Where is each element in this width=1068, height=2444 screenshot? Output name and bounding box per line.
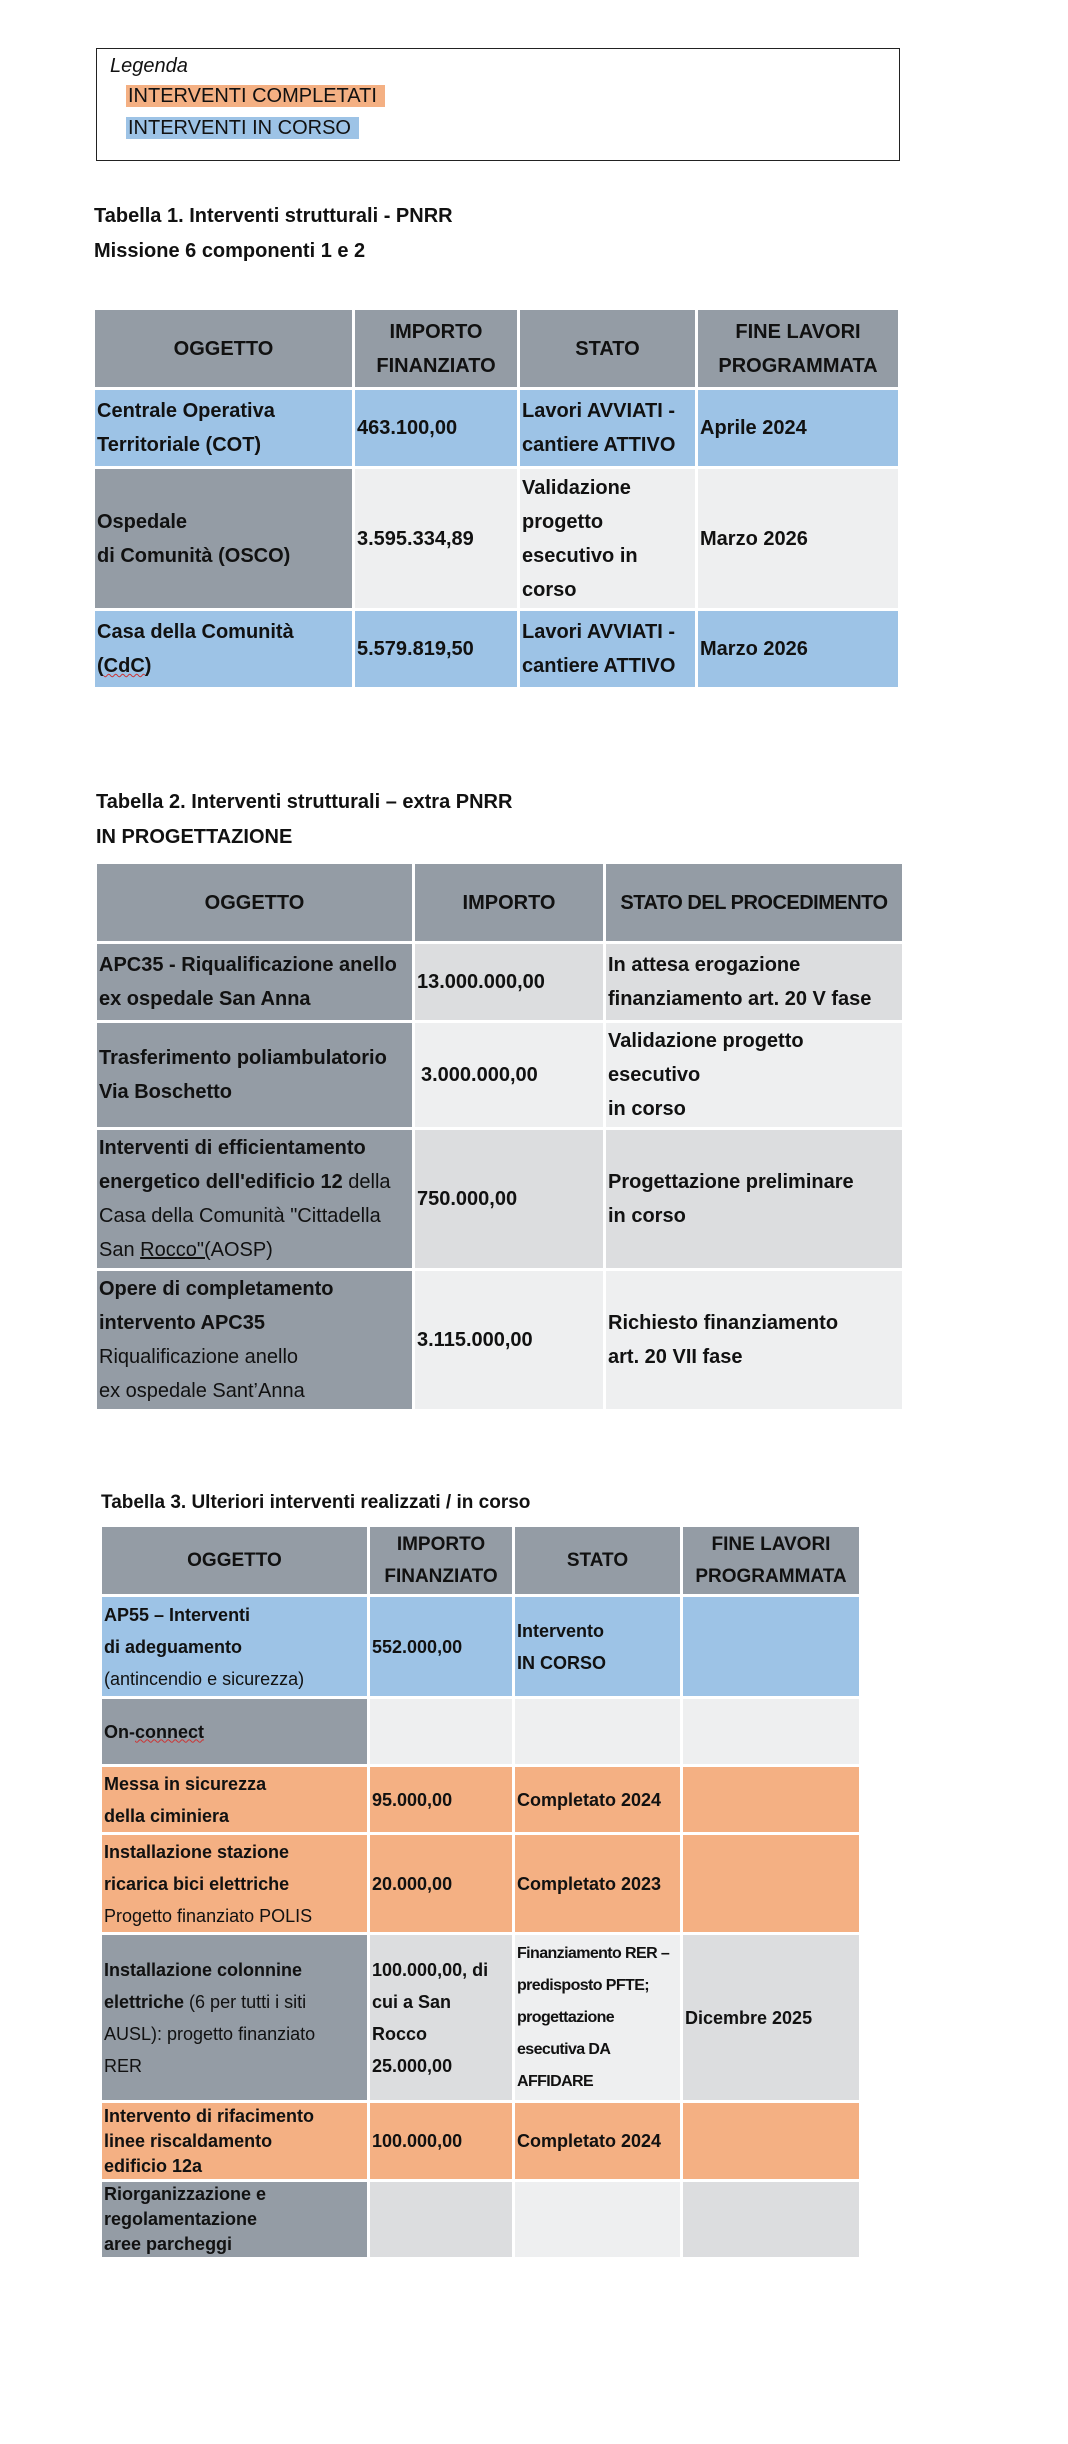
table2-header-row [96, 863, 904, 943]
cell-oggetto: Centrale Operativa Territoriale (COT) [94, 389, 354, 468]
cell-importo: 3.115.000,00 [414, 1270, 605, 1411]
table-row [96, 943, 904, 1022]
header-oggetto: OGGETTO [96, 863, 414, 943]
cell-fine: Aprile 2024 [697, 389, 900, 468]
table-row [101, 1596, 861, 1698]
cell-fine [682, 2102, 861, 2181]
table-row [96, 1129, 904, 1270]
cell-stato: Completato 2024 [514, 2102, 682, 2181]
legend-completed: INTERVENTI COMPLETATI [126, 85, 385, 107]
cell-oggetto: Intervento di rifacimento linee riscaldamento edificio 12a [101, 2102, 369, 2181]
header-importo: IMPORTO FINANZIATO [369, 1526, 514, 1596]
cell-stato: Validazione progetto esecutivo in corso [519, 468, 697, 610]
cell-stato: Completato 2024 [514, 1766, 682, 1834]
header-oggetto: OGGETTO [101, 1526, 369, 1596]
cell-stato: In attesa erogazione finanziamento art. 20 V fase [605, 943, 904, 1022]
cell-oggetto: Riorganizzazione e regolamentazione aree parcheggi [101, 2181, 369, 2259]
cell-importo [369, 2181, 514, 2259]
header-importo: IMPORTO FINANZIATO [354, 309, 519, 389]
table1-subtitle: Missione 6 componenti 1 e 2 [94, 240, 366, 262]
header-oggetto: OGGETTO [94, 309, 354, 389]
cell-fine: Marzo 2026 [697, 610, 900, 689]
cell-importo: 3.595.334,89 [354, 468, 519, 610]
cell-oggetto: AP55 – Interventi di adeguamento (antincendio e sicurezza) [101, 1596, 369, 1698]
cell-importo: 463.100,00 [354, 389, 519, 468]
cell-importo: 750.000,00 [414, 1129, 605, 1270]
cell-stato: Validazione progetto esecutivo in corso [605, 1022, 904, 1129]
cell-oggetto: Interventi di efficientamento energetico dell'edificio 12 della Casa della Comunità "Cittadella San Rocco"(AOSP) [96, 1129, 414, 1270]
cell-oggetto: Installazione colonnine elettriche (6 per tutti i siti AUSL): progetto finanziato RER [101, 1934, 369, 2102]
header-stato: STATO [514, 1526, 682, 1596]
cell-fine [682, 2181, 861, 2259]
table-row [101, 1934, 861, 2102]
table-row [94, 468, 900, 610]
cell-fine [682, 1596, 861, 1698]
table-row [96, 1270, 904, 1411]
cell-fine [682, 1834, 861, 1934]
table-row [101, 1766, 861, 1834]
table3-header-row [101, 1526, 861, 1596]
cell-importo: 13.000.000,00 [414, 943, 605, 1022]
cell-importo: 100.000,00 [369, 2102, 514, 2181]
legend-box [96, 48, 900, 161]
table-row [96, 1022, 904, 1129]
cell-oggetto: Ospedale di Comunità (OSCO) [94, 468, 354, 610]
cell-importo: 3.000.000,00 [414, 1022, 605, 1129]
cell-stato: Finanziamento RER – predisposto PFTE; progettazione esecutiva DA AFFIDARE [514, 1934, 682, 2102]
cell-stato [514, 1698, 682, 1766]
legend-title: Legenda [110, 55, 188, 77]
table-row [101, 2181, 861, 2259]
cell-importo: 20.000,00 [369, 1834, 514, 1934]
cell-importo: 5.579.819,50 [354, 610, 519, 689]
cell-oggetto: Trasferimento poliambulatorio Via Boschetto [96, 1022, 414, 1129]
header-importo: IMPORTO [414, 863, 605, 943]
cell-stato: Lavori AVVIATI - cantiere ATTIVO [519, 389, 697, 468]
table-row [94, 389, 900, 468]
table2 [94, 861, 905, 1412]
cell-oggetto: Opere di completamento intervento APC35 Riqualificazione anello ex ospedale Sant’Anna [96, 1270, 414, 1411]
cell-stato: Intervento IN CORSO [514, 1596, 682, 1698]
header-fine-lavori: FINE LAVORI PROGRAMMATA [682, 1526, 861, 1596]
cell-stato [514, 2181, 682, 2259]
cell-importo: 100.000,00, di cui a San Rocco 25.000,00 [369, 1934, 514, 2102]
cell-stato: Completato 2023 [514, 1834, 682, 1934]
cell-fine [682, 1698, 861, 1766]
cell-importo: 552.000,00 [369, 1596, 514, 1698]
table1-header-row [94, 309, 900, 389]
cell-fine [682, 1766, 861, 1834]
cell-oggetto: APC35 - Riqualificazione anello ex ospedale San Anna [96, 943, 414, 1022]
cell-oggetto: On-connect [101, 1698, 369, 1766]
table-row [101, 2102, 861, 2181]
cell-oggetto: Installazione stazione ricarica bici elettriche Progetto finanziato POLIS [101, 1834, 369, 1934]
cell-stato: Richiesto finanziamento art. 20 VII fase [605, 1270, 904, 1411]
table2-title: Tabella 2. Interventi strutturali – extra PNRR [96, 791, 513, 813]
table-row [94, 610, 900, 689]
header-stato: STATO [519, 309, 697, 389]
header-stato-procedimento: STATO DEL PROCEDIMENTO [605, 863, 904, 943]
cell-importo [369, 1698, 514, 1766]
cell-importo: 95.000,00 [369, 1766, 514, 1834]
table-row [101, 1698, 861, 1766]
table3-title: Tabella 3. Ulteriori interventi realizzati / in corso [101, 1492, 531, 1513]
table2-subtitle: IN PROGETTAZIONE [96, 826, 293, 848]
cell-fine: Dicembre 2025 [682, 1934, 861, 2102]
table-row [101, 1834, 861, 1934]
table3 [99, 1524, 862, 2260]
legend-in-progress: INTERVENTI IN CORSO [126, 117, 359, 139]
cell-stato: Progettazione preliminare in corso [605, 1129, 904, 1270]
table1 [92, 307, 901, 690]
cell-oggetto: Casa della Comunità (CdC) [94, 610, 354, 689]
cell-oggetto: Messa in sicurezza della ciminiera [101, 1766, 369, 1834]
cell-fine: Marzo 2026 [697, 468, 900, 610]
header-fine-lavori: FINE LAVORI PROGRAMMATA [697, 309, 900, 389]
cell-stato: Lavori AVVIATI - cantiere ATTIVO [519, 610, 697, 689]
table1-title: Tabella 1. Interventi strutturali - PNRR [94, 205, 453, 227]
